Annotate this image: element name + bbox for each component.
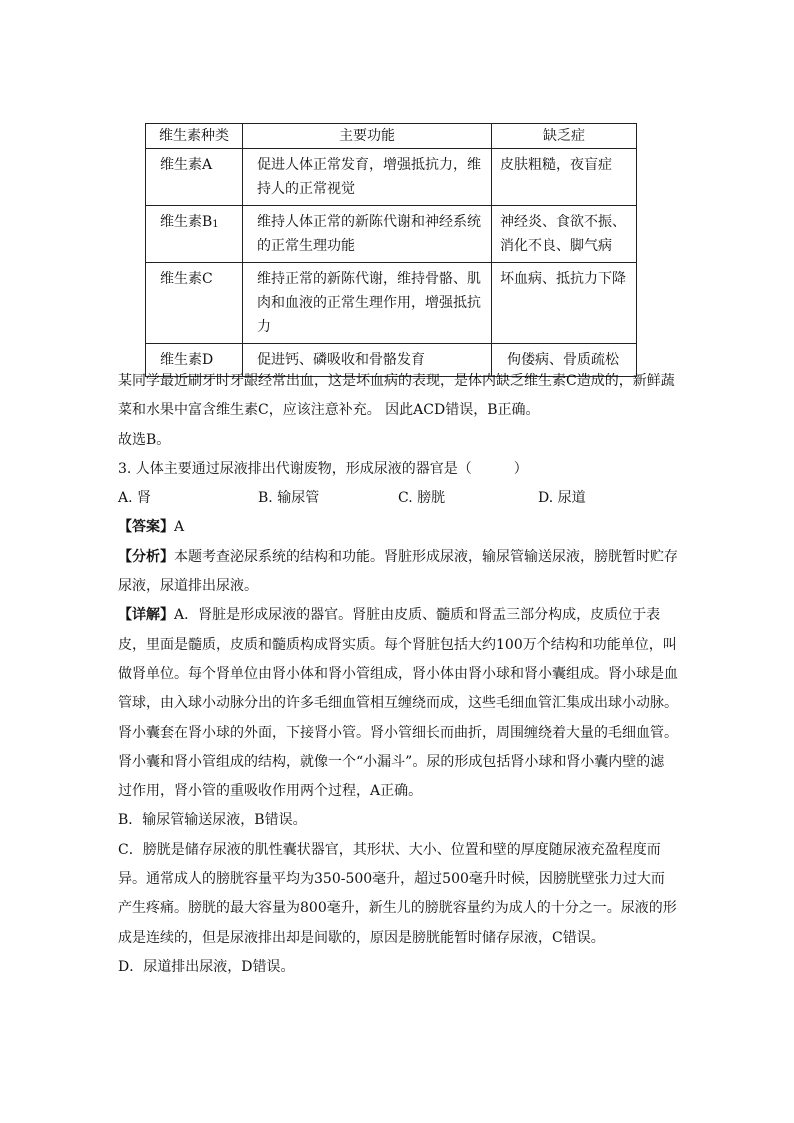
- vitamin-function: 维持正常的新陈代谢，维持骨骼、肌肉和血液的正常生理作用，增强抵抗力: [243, 263, 492, 344]
- vitamin-name: 维生素C: [146, 263, 243, 344]
- table-row: [146, 263, 637, 344]
- vitamin-name: 维生素D: [146, 344, 243, 377]
- vitamin-table: [145, 123, 637, 377]
- detail-paragraph-c: C．膀胱是储存尿液的肌性囊状器官，其形状、大小、位置和壁的厚度随尿液充盈程度而异。通常成人的膀胱容量平均为350-500毫升，超过500毫升时候，因膀胱壁张力过大而产生疼痛。膀胱的最大容量为800毫升，新生儿的膀胱容量约为成人的十分之一。尿液的形成是连续的，但是尿液排出却是间歇的，原因是膀胱能暂时储存尿液，C错误。: [118, 841, 677, 946]
- analysis-paragraph: [118, 543, 678, 602]
- options-row: [118, 484, 678, 513]
- vitamin-name: 维生素A: [146, 149, 243, 206]
- vitamin-function: 促进钙、磷吸收和骨骼发育: [243, 344, 492, 377]
- detail-label: 【详解】: [118, 607, 174, 624]
- detail-a-text: A．肾脏是形成尿液的器官。肾脏由皮质、髓质和肾盂三部分构成，皮质位于表皮，里面是髓质，皮质和髓质构成肾实质。每个肾脏包括大约100万个结构和功能单位，叫做肾单位。每个肾单位由肾小体和肾小管组成，肾小体由肾小球和肾小囊组成。肾小球是血管球，由入球小动脉分出的许多毛细血管相互缠绕而成，这些毛细血管汇集成出球小动脉。肾小囊套在肾小球的外面，下接肾小管。肾小管细长而曲折，周围缠绕着大量的毛细血管。肾小囊和肾小管组成的结构，就像一个“小漏斗”。尿的形成包括肾小球和肾小囊内壁的滤过作用，肾小管的重吸收作用两个过程，A正确。: [118, 607, 678, 800]
- answer-value: A: [174, 519, 185, 536]
- header-main-function: 主要功能: [243, 124, 492, 149]
- vitamin-function: 促进人体正常发育，增强抵抗力，维持人的正常视觉: [243, 149, 492, 206]
- vitamin-deficiency: 坏血病、抵抗力下降: [492, 263, 637, 344]
- explanation-text: [118, 367, 678, 982]
- detail-paragraph-d: D．尿道排出尿液，D错误。: [118, 958, 295, 975]
- detail-paragraph-b: B．输尿管输送尿液，B错误。: [118, 812, 307, 829]
- vitamin-deficiency: 皮肤粗糙，夜盲症: [492, 149, 637, 206]
- table-row: [146, 149, 637, 206]
- analysis-label: 【分析】: [118, 548, 174, 565]
- option-b: B. 输尿管: [258, 490, 320, 507]
- detail-paragraph-a: [118, 601, 678, 806]
- paragraph-choice: 故选B。: [118, 431, 171, 448]
- header-deficiency: 缺乏症: [492, 124, 637, 149]
- analysis-text: 本题考查泌尿系统的结构和功能。肾脏形成尿液，输尿管输送尿液，膀胱暂时贮存尿液，尿道排出尿液。: [118, 548, 678, 595]
- vitamin-deficiency: 神经炎、食欲不振、消化不良、脚气病: [492, 206, 637, 263]
- table-header-row: [146, 124, 637, 149]
- answer-line: [118, 513, 678, 542]
- option-d: D. 尿道: [538, 490, 586, 507]
- paragraph-conclusion: 某同学最近刷牙时牙龈经常出血，这是坏血病的表现，是体内缺乏维生素C造成的，新鲜蔬菜和水果中富含维生素C，应该注意补充。 因此ACD错误，B正确。: [118, 373, 675, 419]
- vitamin-function: 维持人体正常的新陈代谢和神经系统的正常生理功能: [243, 206, 492, 263]
- question-3: 3. 人体主要通过尿液排出代谢废物，形成尿液的器官是（ ）: [118, 460, 528, 477]
- table-row: [146, 206, 637, 263]
- answer-label: 【答案】: [118, 519, 174, 536]
- header-vitamin-type: 维生素种类: [146, 124, 243, 149]
- vitamin-deficiency: 佝偻病、骨质疏松: [492, 344, 637, 377]
- option-c: C. 膀胱: [398, 490, 446, 507]
- vitamin-name: 维生素$B_1$: [146, 206, 243, 263]
- option-a: A. 肾: [118, 490, 152, 507]
